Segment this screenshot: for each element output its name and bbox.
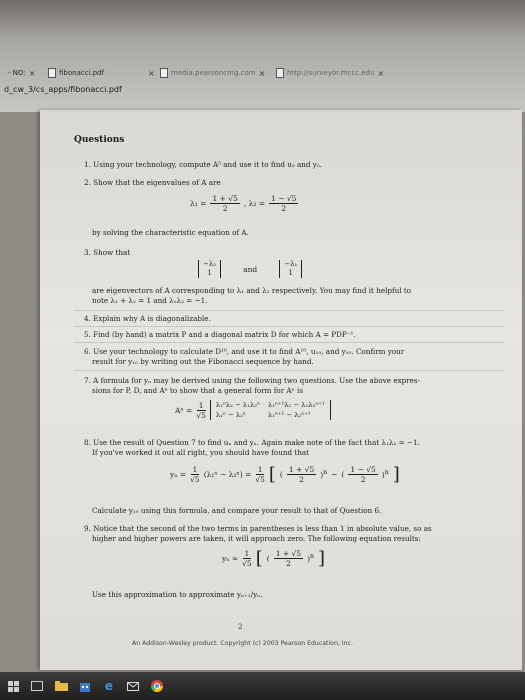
denominator: 2 bbox=[299, 475, 304, 484]
question-7: 7. A formula for yₙ may be derived using the following two questions. Use the above expres- bbox=[84, 376, 421, 385]
fraction bbox=[269, 194, 298, 213]
tab-pearson[interactable] bbox=[160, 66, 265, 80]
equation-middle: (λ₁ⁿ − λ₂ⁿ) = bbox=[203, 470, 252, 479]
question-4: 4. Explain why A is diagonalizable. bbox=[84, 314, 211, 323]
numerator: 1 + √5 bbox=[212, 194, 238, 203]
tab-close-fibonacci[interactable] bbox=[148, 66, 155, 80]
numerator: 1 − √5 bbox=[271, 194, 297, 203]
fraction bbox=[190, 465, 200, 484]
divider bbox=[74, 310, 504, 311]
minus-sign: − bbox=[331, 470, 338, 479]
question-3-tail-1: are eigenvectors of A corresponding to λ₁ and λ₂ respectively. You may find it helpful to bbox=[92, 286, 412, 295]
matrix-entry: λ₁ⁿ⁺¹ − λ₂ⁿ⁺¹ bbox=[267, 411, 311, 419]
numerator: 1 bbox=[192, 465, 198, 474]
fraction bbox=[210, 194, 239, 213]
matrix-entry: λ₁ⁿ⁺¹λ₂ − λ₁λ₂ⁿ⁺¹ bbox=[267, 401, 325, 409]
mail-icon[interactable] bbox=[126, 680, 140, 692]
tab-fibonacci-label: fibonacci.pdf bbox=[59, 69, 105, 77]
question-8: 8. Use the result of Question 7 to find uₙ and yₙ. Again make note of the fact that λ₁λ₂ = −1. bbox=[84, 438, 420, 447]
store-icon[interactable] bbox=[78, 680, 92, 692]
matrix bbox=[210, 400, 331, 420]
question-8-tail: If you've worked it out all right, you should have found that bbox=[92, 448, 310, 457]
fibonacci-formula: yₙ = $\frac{1}{√5}$ (λ₁ⁿ − λ₂ⁿ) = $\frac{1}{√5}$ [ ( $\frac{1 + √5}{2}$ )$^n$ − ( $\frac{1 - √5}{2}$ )$^n$ ] bbox=[170, 464, 400, 485]
copyright-footer: An Addison-Wesley product. Copyright (c) 2003 Pearson Education, Inc. bbox=[132, 640, 353, 647]
question-5: 5. Find (by hand) a matrix P and a diagonal matrix D for which A = PDP⁻¹. bbox=[84, 330, 356, 339]
fraction bbox=[287, 465, 316, 484]
close-icon[interactable]: × bbox=[28, 68, 36, 78]
divider bbox=[74, 326, 504, 327]
close-icon[interactable]: × bbox=[377, 68, 385, 78]
numerator: 1 + √5 bbox=[275, 549, 302, 558]
question-6: 6. Use your technology to calculate D¹⁰, and use it to find A¹⁰, u₁₀, and y₁₀. Confirm your bbox=[84, 347, 405, 356]
denominator: 2 bbox=[281, 204, 287, 213]
lambda2-label: , λ₂ = bbox=[243, 199, 266, 208]
exponent: n bbox=[384, 469, 389, 477]
question-2-tail: by solving the characteristic equation of A. bbox=[92, 228, 249, 237]
eigenvector-pair bbox=[198, 260, 302, 278]
divider bbox=[74, 342, 504, 343]
address-text: d_cw_3/cs_apps/fibonacci.pdf bbox=[4, 84, 122, 94]
denominator: √5 bbox=[255, 475, 265, 484]
numerator: 1 + √5 bbox=[288, 465, 315, 474]
pdf-page bbox=[40, 110, 522, 670]
numerator: 1 bbox=[257, 465, 263, 474]
fraction bbox=[255, 465, 265, 484]
file-explorer-icon[interactable] bbox=[54, 680, 68, 692]
fraction bbox=[242, 549, 252, 568]
question-8-after: Calculate y₁₀ using this formula, and compare your result to that of Question 6. bbox=[92, 506, 382, 515]
and-label: and bbox=[243, 264, 258, 274]
exponent: n bbox=[310, 553, 315, 561]
tab-1[interactable] bbox=[8, 66, 35, 80]
question-3: 3. Show that bbox=[84, 248, 131, 257]
lambda1-label: λ₁ = bbox=[190, 199, 207, 208]
document-icon bbox=[160, 68, 168, 78]
vector-entry: 1 bbox=[207, 269, 212, 277]
task-view-icon[interactable] bbox=[30, 680, 44, 692]
tab-surveyor-label: http://surveyor.mccc.edu bbox=[287, 69, 375, 77]
fraction bbox=[196, 401, 206, 420]
question-9: 9. Notice that the second of the two terms in parentheses is less than 1 in absolute value, so as bbox=[84, 524, 432, 533]
question-9-tail: higher and higher powers are taken, it will approach zero. The following equation results: bbox=[92, 534, 421, 543]
denominator: √5 bbox=[190, 475, 200, 484]
matrix-entry: λ₁ⁿλ₂ − λ₁λ₂ⁿ bbox=[215, 401, 260, 409]
equation-lhs: yₙ = bbox=[170, 470, 187, 479]
edge-icon[interactable]: e bbox=[104, 679, 114, 693]
tab-fibonacci[interactable] bbox=[48, 66, 104, 80]
question-1: 1. Using your technology, compute A⁵ and use it to find u₅ and y₅. bbox=[84, 160, 323, 169]
equation-lhs: Aⁿ = bbox=[175, 405, 193, 415]
question-7-tail: sions for P, D, and Aⁿ to show that a general form for Aⁿ is bbox=[92, 386, 304, 395]
exponent: n bbox=[323, 469, 328, 477]
vector-entry: 1 bbox=[288, 269, 293, 277]
question-9-after: Use this approximation to approximate yₙ₊₁/yₙ. bbox=[92, 590, 263, 599]
denominator: √5 bbox=[242, 559, 252, 568]
denominator: 2 bbox=[285, 559, 291, 568]
denominator: 2 bbox=[222, 204, 228, 213]
denominator: √5 bbox=[196, 410, 206, 420]
tab-pearson-label: media.pearsoncmg.com bbox=[171, 69, 256, 77]
questions-heading: Questions bbox=[74, 135, 125, 145]
fraction bbox=[348, 465, 377, 484]
vector-entry: −λ₁ bbox=[284, 260, 298, 268]
browser-chrome bbox=[0, 0, 525, 112]
eigenvector-2 bbox=[279, 260, 302, 278]
numerator: 1 bbox=[198, 400, 204, 410]
page-number: 2 bbox=[238, 623, 243, 631]
equation-lhs: yₙ ≈ bbox=[222, 554, 239, 563]
question-6-tail: result for y₁₀ by writing out the Fibonacci sequence by hand. bbox=[92, 357, 314, 366]
fraction bbox=[274, 549, 303, 568]
approximation-formula: yₙ ≈ $\frac{1}{√5}$ [ ( $\frac{1 + √5}{2}$ )$^n$ ] bbox=[222, 548, 326, 569]
denominator: 2 bbox=[360, 475, 366, 484]
matrix-power-equation bbox=[175, 400, 331, 420]
divider bbox=[74, 370, 504, 371]
matrix-entry: λ₁ⁿ − λ₂ⁿ bbox=[215, 411, 246, 419]
tab-surveyor[interactable] bbox=[276, 66, 384, 80]
vector-entry: −λ₂ bbox=[203, 260, 217, 268]
start-icon[interactable] bbox=[6, 680, 20, 692]
close-icon[interactable]: × bbox=[148, 68, 155, 78]
taskbar bbox=[0, 672, 525, 700]
numerator: 1 bbox=[244, 549, 250, 558]
address-bar[interactable] bbox=[0, 82, 384, 96]
document-icon bbox=[276, 68, 284, 78]
question-3-tail-2: note λ₁ + λ₂ = 1 and λ₁λ₂ = −1. bbox=[92, 296, 208, 305]
document-icon bbox=[48, 68, 56, 78]
eigenvalue-equation bbox=[190, 194, 298, 213]
tab-1-label: - NO: bbox=[8, 69, 26, 77]
chrome-icon[interactable] bbox=[150, 680, 164, 692]
numerator: 1 − √5 bbox=[350, 465, 376, 474]
eigenvector-1 bbox=[198, 260, 221, 278]
question-2: 2. Show that the eigenvalues of A are bbox=[84, 178, 221, 187]
close-icon[interactable]: × bbox=[258, 68, 266, 78]
